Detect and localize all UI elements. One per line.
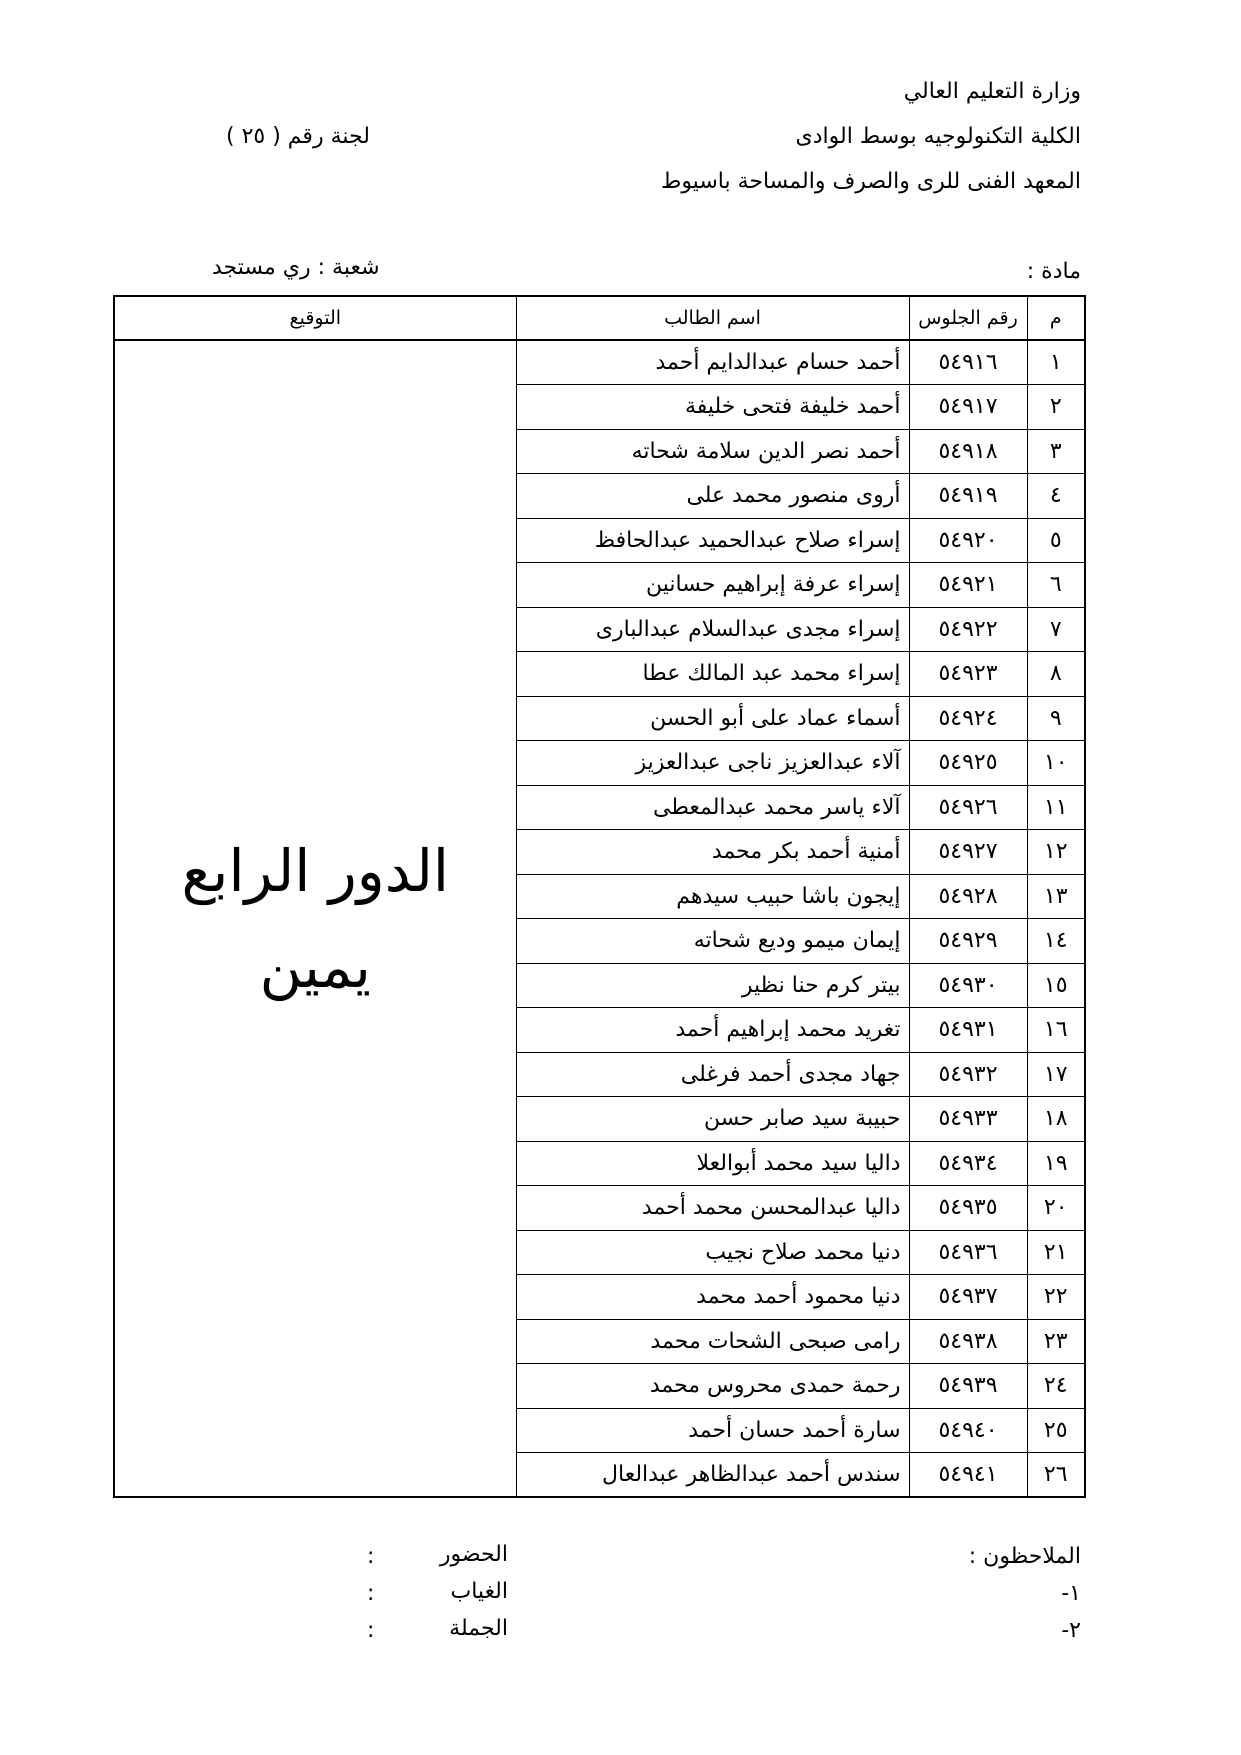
- observer-1: ١-: [1061, 1581, 1081, 1606]
- committee-number: لجنة رقم ( ٢٥ ): [226, 124, 370, 149]
- header-signature: التوقيع: [114, 296, 516, 340]
- student-name: إسراء محمد عبد المالك عطا: [516, 652, 909, 697]
- student-name: إسراء عرفة إبراهيم حسانين: [516, 563, 909, 608]
- absence-colon: :: [367, 1581, 375, 1606]
- row-number: ٢٤: [1027, 1364, 1085, 1409]
- row-number: ١٤: [1027, 919, 1085, 964]
- table-header-row: [114, 296, 1085, 340]
- student-name: تغريد محمد إبراهيم أحمد: [516, 1008, 909, 1053]
- seat-number: ٥٤٩٢٠: [909, 518, 1027, 563]
- row-number: ١٢: [1027, 830, 1085, 875]
- absence-label: الغياب: [450, 1579, 508, 1604]
- college-title: الكلية التكنولوجيه بوسط الوادى: [795, 124, 1081, 149]
- student-name: داليا عبدالمحسن محمد أحمد: [516, 1186, 909, 1231]
- student-name: أحمد نصر الدين سلامة شحاته: [516, 429, 909, 474]
- row-number: ١: [1027, 340, 1085, 385]
- student-name: أروى منصور محمد على: [516, 474, 909, 519]
- seat-number: ٥٤٩٢٦: [909, 785, 1027, 830]
- seat-number: ٥٤٩١٧: [909, 385, 1027, 430]
- row-number: ١٩: [1027, 1141, 1085, 1186]
- student-name: إسراء صلاح عبدالحميد عبدالحافظ: [516, 518, 909, 563]
- row-number: ٥: [1027, 518, 1085, 563]
- seat-number: ٥٤٩٢٨: [909, 874, 1027, 919]
- institute-title: المعهد الفنى للرى والصرف والمساحة باسيوط: [660, 169, 1081, 194]
- attendance-table: [113, 295, 1086, 1498]
- row-number: ٢: [1027, 385, 1085, 430]
- seat-number: ٥٤٩٣٩: [909, 1364, 1027, 1409]
- student-name: أسماء عماد على أبو الحسن: [516, 696, 909, 741]
- seat-number: ٥٤٩١٩: [909, 474, 1027, 519]
- row-number: ١٠: [1027, 741, 1085, 786]
- seat-number: ٥٤٩٣١: [909, 1008, 1027, 1053]
- attendance-label: الحضور: [439, 1542, 508, 1567]
- seat-number: ٥٤٩٤٠: [909, 1408, 1027, 1453]
- signature-cell: [114, 340, 516, 1497]
- student-name: آلاء ياسر محمد عبدالمعطى: [516, 785, 909, 830]
- row-number: ١١: [1027, 785, 1085, 830]
- row-number: ٩: [1027, 696, 1085, 741]
- seat-number: ٥٤٩٢٣: [909, 652, 1027, 697]
- student-name: أحمد حسام عبدالدايم أحمد: [516, 340, 909, 385]
- student-name: دنيا محمد صلاح نجيب: [516, 1230, 909, 1275]
- row-number: ٢٢: [1027, 1275, 1085, 1320]
- student-name: إيجون باشا حبيب سيدهم: [516, 874, 909, 919]
- table-row: [114, 340, 1085, 385]
- attendance-colon: :: [367, 1544, 375, 1569]
- seat-number: ٥٤٩٢٩: [909, 919, 1027, 964]
- seat-number: ٥٤٩٣٠: [909, 963, 1027, 1008]
- student-name: إيمان ميمو وديع شحاته: [516, 919, 909, 964]
- row-number: ٢٠: [1027, 1186, 1085, 1231]
- side-label: يمين: [259, 932, 371, 1001]
- row-number: ٣: [1027, 429, 1085, 474]
- row-number: ١٨: [1027, 1097, 1085, 1142]
- seat-number: ٥٤٩٤١: [909, 1453, 1027, 1498]
- row-number: ٢٥: [1027, 1408, 1085, 1453]
- row-number: ٧: [1027, 607, 1085, 652]
- total-label: الجملة: [449, 1616, 508, 1641]
- ministry-title: وزارة التعليم العالي: [903, 79, 1081, 104]
- seat-number: ٥٤٩١٦: [909, 340, 1027, 385]
- row-number: ١٥: [1027, 963, 1085, 1008]
- student-name: داليا سيد محمد أبوالعلا: [516, 1141, 909, 1186]
- student-name: أمنية أحمد بكر محمد: [516, 830, 909, 875]
- seat-number: ٥٤٩٣٥: [909, 1186, 1027, 1231]
- row-number: ٦: [1027, 563, 1085, 608]
- row-number: ٨: [1027, 652, 1085, 697]
- student-name: أحمد خليفة فتحى خليفة: [516, 385, 909, 430]
- student-name: بيتر كرم حنا نظير: [516, 963, 909, 1008]
- seat-number: ٥٤٩٢١: [909, 563, 1027, 608]
- student-name: سندس أحمد عبدالظاهر عبدالعال: [516, 1453, 909, 1498]
- seat-number: ٥٤٩٢٥: [909, 741, 1027, 786]
- row-number: ٢٣: [1027, 1319, 1085, 1364]
- seat-number: ٥٤٩١٨: [909, 429, 1027, 474]
- header-seat-number: رقم الجلوس: [909, 296, 1027, 340]
- row-number: ٢١: [1027, 1230, 1085, 1275]
- row-number: ٢٦: [1027, 1453, 1085, 1498]
- seat-number: ٥٤٩٣٤: [909, 1141, 1027, 1186]
- seat-number: ٥٤٩٢٧: [909, 830, 1027, 875]
- student-name: رحمة حمدى محروس محمد: [516, 1364, 909, 1409]
- header-num: م: [1027, 296, 1085, 340]
- section-label: شعبة : ري مستجد: [212, 255, 380, 280]
- student-name: رامى صبحى الشحات محمد: [516, 1319, 909, 1364]
- header-student-name: اسم الطالب: [516, 296, 909, 340]
- student-name: آلاء عبدالعزيز ناجى عبدالعزيز: [516, 741, 909, 786]
- row-number: ٤: [1027, 474, 1085, 519]
- row-number: ١٧: [1027, 1052, 1085, 1097]
- subject-label: مادة :: [1026, 259, 1081, 284]
- observers-label: الملاحظون :: [968, 1544, 1081, 1569]
- seat-number: ٥٤٩٢٤: [909, 696, 1027, 741]
- seat-number: ٥٤٩٣٧: [909, 1275, 1027, 1320]
- seat-number: ٥٤٩٣٦: [909, 1230, 1027, 1275]
- seat-number: ٥٤٩٣٢: [909, 1052, 1027, 1097]
- student-name: إسراء مجدى عبدالسلام عبدالبارى: [516, 607, 909, 652]
- seat-number: ٥٤٩٢٢: [909, 607, 1027, 652]
- row-number: ١٦: [1027, 1008, 1085, 1053]
- seat-number: ٥٤٩٣٨: [909, 1319, 1027, 1364]
- seat-number: ٥٤٩٣٣: [909, 1097, 1027, 1142]
- total-colon: :: [367, 1618, 375, 1643]
- observer-2: ٢-: [1061, 1618, 1081, 1643]
- floor-label: الدور الرابع: [181, 836, 450, 905]
- student-name: دنيا محمود أحمد محمد: [516, 1275, 909, 1320]
- row-number: ١٣: [1027, 874, 1085, 919]
- student-name: سارة أحمد حسان أحمد: [516, 1408, 909, 1453]
- student-name: حبيبة سيد صابر حسن: [516, 1097, 909, 1142]
- student-name: جهاد مجدى أحمد فرغلى: [516, 1052, 909, 1097]
